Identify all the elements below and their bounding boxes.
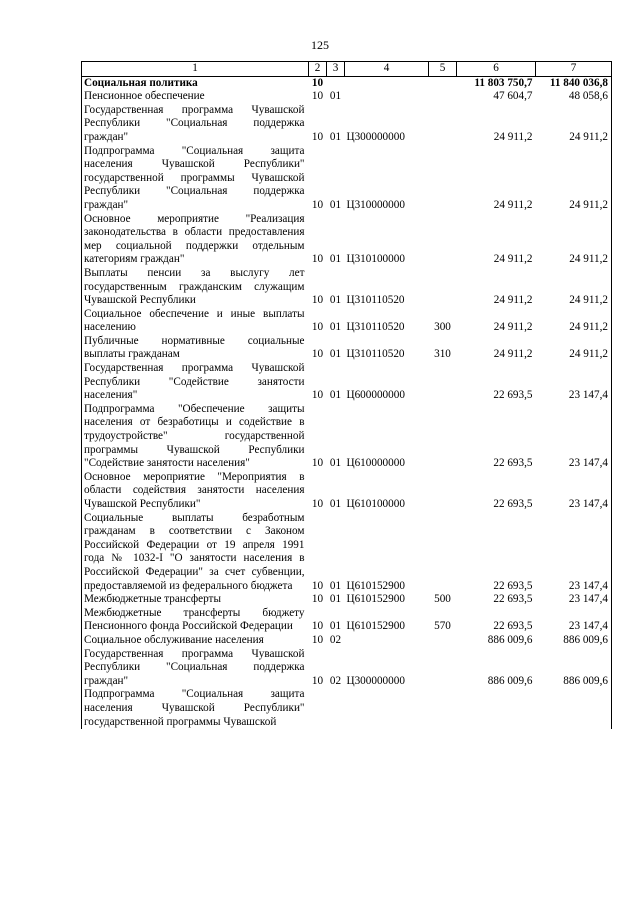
amount-year2-cell: 24 911,2 <box>536 104 612 145</box>
amount-year2-cell: 24 911,2 <box>536 335 612 362</box>
section-code-cell: 10 <box>311 457 324 470</box>
column-header: 3 <box>327 62 345 77</box>
amount-year1-cell: 47 604,7 <box>493 90 533 103</box>
target-article-cell: Ц610000000 <box>346 457 405 470</box>
table-row <box>82 362 612 403</box>
amount-year1-cell: 24 911,2 <box>493 198 533 211</box>
amount-year1-cell: 24 911,2 <box>493 321 533 334</box>
expense-type-cell: 300 <box>434 321 451 334</box>
subsection-code-cell <box>327 688 345 729</box>
expense-type-cell <box>429 688 457 729</box>
section-code-cell: 10 <box>311 294 324 307</box>
row-name-cell: Социальное обслуживание населения <box>82 634 309 648</box>
subsection-code-cell: 01 <box>329 579 342 592</box>
row-name-cell: Пенсионное обеспечение <box>82 90 309 104</box>
subsection-code-cell: 01 <box>329 620 342 633</box>
budget-table <box>81 61 612 729</box>
subsection-code-cell: 01 <box>329 457 342 470</box>
target-article-cell: Ц600000000 <box>346 389 405 402</box>
table-row <box>82 648 612 689</box>
amount-year2-cell: 23 147,4 <box>536 362 612 403</box>
amount-year1-cell: 24 911,2 <box>493 130 533 143</box>
amount-year1-cell: 24 911,2 <box>493 348 533 361</box>
amount-year1-cell: 22 693,5 <box>493 457 533 470</box>
expense-type-cell <box>429 267 457 308</box>
column-header: 1 <box>82 62 309 77</box>
target-article-cell <box>345 634 429 648</box>
subsection-code-cell: 02 <box>329 674 342 687</box>
column-header: 4 <box>345 62 429 77</box>
row-name-cell: Выплаты пенсии за выслугу лет государственным гражданским служащим Чувашской Республики <box>82 267 309 308</box>
target-article-cell <box>345 90 429 104</box>
section-code-cell: 10 <box>311 348 324 361</box>
expense-type-cell <box>429 512 457 594</box>
amount-year2-cell: 24 911,2 <box>536 267 612 308</box>
expense-type-cell: 310 <box>434 348 451 361</box>
row-name-cell: Социальная политика <box>82 76 309 90</box>
section-code-cell <box>309 688 327 729</box>
column-header: 5 <box>429 62 457 77</box>
subsection-code-cell: 01 <box>329 130 342 143</box>
amount-year1-cell: 22 693,5 <box>493 593 533 606</box>
target-article-cell: Ц310110520 <box>346 294 405 307</box>
row-name-cell: Межбюджетные трансферты <box>82 593 309 607</box>
target-article-cell: Ц610152900 <box>346 579 405 592</box>
row-name-cell: Социальные выплаты безработным гражданам в соответствии с Законом Российской Федерации от 19 апреля 1991 года № 1032-I "О занятости населения в Российской Федерации" за счет субвенции, предоставляемой из федерального бюджета <box>82 512 309 594</box>
target-article-cell: Ц310000000 <box>346 198 405 211</box>
table-row <box>82 145 612 213</box>
row-name-cell: Основное мероприятие "Реализация законодательства в области предоставления мер социальной поддержки отдельным категориям граждан" <box>82 213 309 267</box>
section-code-cell: 10 <box>311 198 324 211</box>
section-code-cell: 10 <box>311 579 324 592</box>
table-header-row <box>82 62 612 77</box>
target-article-cell: Ц610100000 <box>346 498 405 510</box>
section-code-cell: 10 <box>311 620 324 633</box>
table-row <box>82 213 612 267</box>
table-row <box>82 308 612 335</box>
row-name-cell: Государственная программа Чувашской Республики "Содействие занятости населения" <box>82 362 309 403</box>
amount-year2-cell: 23 147,4 <box>536 593 612 607</box>
amount-year1-cell: 22 693,5 <box>493 498 533 510</box>
amount-year2-cell <box>536 688 612 729</box>
amount-year1-cell: 22 693,5 <box>493 620 533 633</box>
amount-year2-cell: 48 058,6 <box>536 90 612 104</box>
table-row <box>82 593 612 607</box>
expense-type-cell <box>429 471 457 512</box>
amount-year2-cell: 11 840 036,8 <box>536 76 612 90</box>
table-row <box>82 607 612 634</box>
column-header: 2 <box>309 62 327 77</box>
row-name-cell: Государственная программа Чувашской Республики "Социальная поддержка граждан" <box>82 648 309 689</box>
row-name-cell: Подпрограмма "Социальная защита населения Чувашской Республики" государственной программы Чувашской Республики "Социальная поддержка граждан" <box>82 145 309 213</box>
subsection-code-cell: 01 <box>329 498 342 510</box>
table-row <box>82 688 612 729</box>
section-code-cell: 10 <box>311 321 324 334</box>
amount-year2-cell: 886 009,6 <box>536 634 612 648</box>
target-article-cell: Ц310110520 <box>346 348 405 361</box>
amount-year1-cell: 886 009,6 <box>487 633 533 646</box>
target-article-cell: Ц300000000 <box>346 130 405 143</box>
subsection-code-cell: 01 <box>329 198 342 211</box>
expense-type-cell <box>429 145 457 213</box>
row-name-cell: Публичные нормативные социальные выплаты гражданам <box>82 335 309 362</box>
section-code-cell: 10 <box>311 593 324 606</box>
subsection-code-cell: 01 <box>329 389 342 402</box>
table-row <box>82 403 612 471</box>
amount-year1-cell <box>457 688 536 729</box>
section-code-cell: 10 <box>311 633 324 646</box>
column-header: 6 <box>457 62 536 77</box>
subsection-code-cell: 02 <box>329 633 342 646</box>
amount-year2-cell: 23 147,4 <box>536 471 612 512</box>
amount-year1-cell: 886 009,6 <box>487 674 533 687</box>
subsection-code-cell: 01 <box>329 294 342 307</box>
section-code-cell: 10 <box>311 253 324 266</box>
amount-year2-cell: 23 147,4 <box>536 403 612 471</box>
table-row <box>82 76 612 90</box>
amount-year1-cell: 11 803 750,7 <box>474 76 533 89</box>
expense-type-cell <box>429 76 457 90</box>
amount-year2-cell: 24 911,2 <box>536 145 612 213</box>
section-code-cell: 10 <box>311 76 324 89</box>
table-row <box>82 634 612 648</box>
row-name-cell: Межбюджетные трансферты бюджету Пенсионного фонда Российской Федерации <box>82 607 309 634</box>
row-name-cell: Подпрограмма "Социальная защита населения Чувашской Республики" государственной программы Чувашской <box>82 688 309 729</box>
table-row <box>82 104 612 145</box>
target-article-cell: Ц610152900 <box>346 593 405 606</box>
column-header: 7 <box>536 62 612 77</box>
amount-year1-cell: 22 693,5 <box>493 389 533 402</box>
section-code-cell: 10 <box>311 498 324 510</box>
table-row <box>82 90 612 104</box>
row-name-cell: Подпрограмма "Обеспечение защиты населения от безработицы и содействие в трудоустройстве" государственной программы Чувашской Республики "Содействие занятости населения" <box>82 403 309 471</box>
subsection-code-cell: 01 <box>329 321 342 334</box>
expense-type-cell <box>429 648 457 689</box>
section-code-cell: 10 <box>311 90 324 103</box>
expense-type-cell <box>429 90 457 104</box>
target-article-cell: Ц300000000 <box>346 674 405 687</box>
subsection-code-cell: 01 <box>329 593 342 606</box>
subsection-code-cell: 01 <box>329 90 342 103</box>
expense-type-cell <box>429 213 457 267</box>
amount-year1-cell: 22 693,5 <box>493 579 533 592</box>
table-row <box>82 267 612 308</box>
target-article-cell: Ц310110520 <box>346 321 405 334</box>
table-row <box>82 471 612 512</box>
row-name-cell: Основное мероприятие "Мероприятия в области содействия занятости населения Чувашской Республики" <box>82 471 309 512</box>
target-article-cell <box>345 76 429 90</box>
expense-type-cell: 500 <box>434 593 451 606</box>
target-article-cell: Ц610152900 <box>346 620 405 633</box>
amount-year2-cell: 886 009,6 <box>536 648 612 689</box>
subsection-code-cell <box>327 76 345 90</box>
page-number: 125 <box>311 38 329 52</box>
table-row <box>82 335 612 362</box>
amount-year2-cell: 23 147,4 <box>536 512 612 594</box>
target-article-cell: Ц310100000 <box>346 253 405 266</box>
amount-year1-cell: 24 911,2 <box>493 253 533 266</box>
amount-year2-cell: 24 911,2 <box>536 308 612 335</box>
target-article-cell <box>345 688 429 729</box>
expense-type-cell <box>429 403 457 471</box>
expense-type-cell <box>429 634 457 648</box>
subsection-code-cell: 01 <box>329 253 342 266</box>
section-code-cell: 10 <box>311 130 324 143</box>
amount-year2-cell: 24 911,2 <box>536 213 612 267</box>
section-code-cell: 10 <box>311 674 324 687</box>
expense-type-cell: 570 <box>434 620 451 633</box>
row-name-cell: Государственная программа Чувашской Республики "Социальная поддержка граждан" <box>82 104 309 145</box>
expense-type-cell <box>429 362 457 403</box>
table-row <box>82 512 612 594</box>
amount-year1-cell: 24 911,2 <box>493 294 533 307</box>
row-name-cell: Социальное обеспечение и иные выплаты населению <box>82 308 309 335</box>
amount-year2-cell: 23 147,4 <box>536 607 612 634</box>
expense-type-cell <box>429 104 457 145</box>
section-code-cell: 10 <box>311 389 324 402</box>
subsection-code-cell: 01 <box>329 348 342 361</box>
